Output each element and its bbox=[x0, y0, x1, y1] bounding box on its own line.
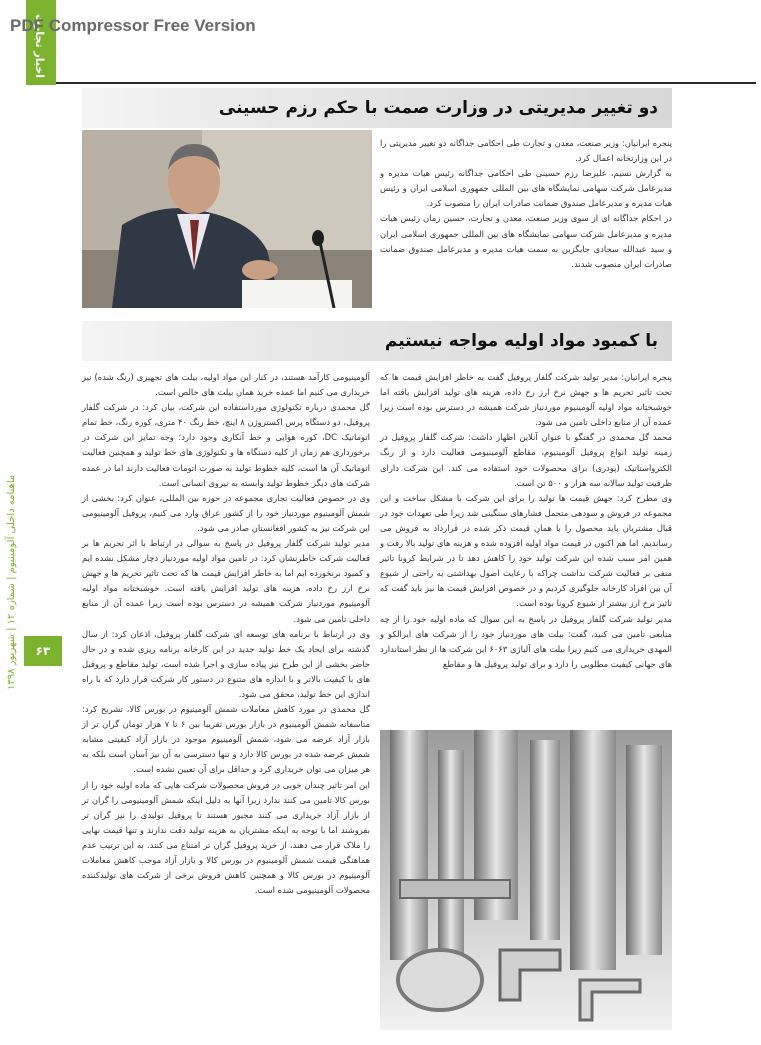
aluminium-profiles-photo bbox=[380, 730, 672, 1030]
article2-paragraph: مدیر تولید شرکت گلفار پروفیل در پاسخ به سوالی در ارتباط با اثر تحریم ها بر فعالیت شرکت خاطرنشان کرد: در تامین مواد اولیه موردنیاز دچار مشکل نشده ایم و کمبود برنخورده ایم اما به خاطر افزایش قیمت ها که تحت تاثیر تحریم ها و جهش نرخ ارز رخ داده، هزینه های تولید افزایش یافته است. خوشبختانه مواد اولیه آلومینیوم موردنیاز شرکت همیشه در دسترس بوده است زیرا عمده آن از منابع داخلی تامین می شود. bbox=[82, 538, 370, 624]
article2-paragraph: آلومینیومی کارآمد هستند، در کنار این مواد اولیه، بیلت های تجهیزی (رنگ شده) نیز خریداری می کنیم اما عمده خرید همان بیلت های خالص است. bbox=[82, 372, 370, 398]
article1-paragraph: به گزارش نسیم، علیرضا رزم حسینی طی احکامی جداگانه رئیس هیات مدیره و مدیرعامل شرکت سهامی نمایشگاه های بین المللی جمهوری اسلامی ایران و رئیس هیات مدیره و مدیرعامل صندوق ضمانت صادرات ایران را منصوب کرد. bbox=[380, 168, 672, 209]
article2-paragraph: این امر تاثیر چندان خوبی در فروش محصولات شرکت هایی که ماده اولیه خود را از بورس کالا تامین می کنند ندارد زیرا آنها به دلیل اینکه شمش آلومینیومی را گران تر از بازار آزاد خریداری می کنند مجبور هستند تا پروفیل تولیدی را نیز گران تر بفروشند اما با توجه به اینکه مشتریان به هزینه تولید دقت ندارند و تنها قیمت نهایی را ملاک قرار می دهند، از خرید پروفیل گران تر امتناع می کنند. به این ترتیب عدم هماهنگی قیمت شمش آلومینیوم در بورس کالا و بازار آزاد موجب کاهش معاملات آلومینیوم در بورس کالا و همچنین کاهش فروش برخی از شرکت های تولیدکننده محصولات آلومینیومی شده است. bbox=[82, 779, 370, 896]
article2-paragraph: وی در ارتباط با برنامه های توسعه ای شرکت گلفار پروفیل، اذعان کرد: از سال گذشته برای ایجاد یک خط تولید جدید در این کارخانه برنامه ریزی شده و در حال حاضر بخشی از این طرح نیز پیاده سازی و اجرا شده است، تولید مقاطع و پروفیل های با کیفیت بالاتر و با اندازه های متنوع در دستور کار شرکت قرار دارد که با راه اندازی این خط تولید، محقق می شود. bbox=[82, 628, 370, 699]
article2-paragraph: گل محمدی درباره تکنولوژی مورداستفاده این شرکت، بیان کرد: در شرکت گلفار پروفیل، دو دستگاه پرس اکستروژن ۸ اینچ، خط رنگ ۴۰ متری، کوره رنگ، خط تمام اتوماتیک DC، کوره هوایی و خط آنکاری وجود دارد؛ وجه تمایز این شرکت در برخورداری هم زمان از کلیه دستگاه ها و تکنولوژی های خط تولید و همچنین فعالیت اتوماتیک آن ها است، کلیه خطوط تولید به صورت اتومات فعالیت دارند اما در عمده شرکت های دیگر خطوط تولید وابسته به نیروی انسانی است. bbox=[82, 402, 370, 488]
article1-paragraph: در احکام جداگانه ای از سوی وزیر صنعت، معدن و تجارت، حسین زمان رئیس هیات مدیره و مدیرعامل شرکت سهامی نمایشگاه های بین المللی جمهوری اسلامی ایران و سید عبدالله سجادی جایگزین به سمت هیات مدیره و مدیرعامل صندوق ضمانت صادرات ایران منصوب شدند. bbox=[380, 213, 672, 269]
side-running-label: ماهنامه داخلی آلومینیوم | شماره ۱۲ | شهریور ۱۳۹۸ bbox=[6, 474, 17, 690]
section-tab bbox=[26, 0, 56, 85]
watermark-text: PDF Compressor Free Version bbox=[10, 16, 256, 35]
article2-paragraph: پنجره ایرانیان: مدیر تولید شرکت گلفار پروفیل گفت به خاطر افزایش قیمت ها که تحت تاثیر تحریم ها و جهش نرخ ارز رخ داده، هزینه های تولید افزایش یافته اما خوشبختانه مواد اولیه آلومینیوم موردنیاز شرکت همیشه در دسترس بوده است زیرا عمده آن از منابع داخلی تامین می شود. bbox=[380, 372, 672, 428]
article1-headline: دو تغییر مدیریتی در وزارت صمت با حکم رزم حسینی bbox=[218, 98, 658, 118]
article2-left-column bbox=[82, 370, 370, 898]
article2-paragraph: وی مطرح کرد: جهش قیمت ها تولید را برای این شرکت با مشکل ساخت و این مجموعه در فروش و سودهی متحمل فشارهای سنگینی شد زیرا طی تعهدات خود در قبال مشتریان باید محصول را با همان قیمت ذکر شده در قرارداد به فروش می رساندیم. اما هم اکنون در قیمت مواد اولیه افزوده شده و هزینه های تولید بالا رفت و همین امر سبب شده این شرکت تولید خود را کاهش دهد تا در شرایط کرونا تاثیر منفی بر فعالیت شرکت نداشت چراکه با رعایت اصول بهداشتی به راحتی از شیوع آن بین افراد کارخانه جلوگیری کردیم و در خصوص افزایش قیمت ها نیز باید گفت که تاثیر نرخ ارز بیشتر از شیوع کرونا بوده است. bbox=[380, 492, 672, 609]
article1-body bbox=[380, 136, 672, 272]
article1-headline-bar bbox=[82, 88, 672, 128]
top-rule bbox=[56, 82, 756, 84]
article2-paragraph: مدیر تولید شرکت گلفار پروفیل در پاسخ به این سوال که ماده اولیه خود را از چه منابعی تامین می کنید، گفت: بیلت های موردنیاز خود را از شرکت های ایرالکو و المهدی خریداری می کنیم زیرا بیلت های آلیاژی ۶۰۶۳ این شرکت ها از نظر استاندارد های جهانی کیفیت مطلوبی را دارد و برای تولید پروفیل ها و مقاطع bbox=[380, 613, 672, 669]
article2-right-column bbox=[380, 370, 672, 672]
article2-paragraph: گل محمدی در مورد کاهش معاملات شمش آلومینیوم در بورس کالا، تشریح کرد: متاسفانه شمش آلومینیوم در بازار بورس تقریبا بین ۶ تا ۷ هزار تومان گران تر از بازار آزاد عرضه می شود، شمش آلومینیوم موجود در بازار آزاد کیفیتی مشابه شمش عرضه شده در بورس کالا دارد و تنها دسترسی به آن نیز آسان است بلکه به هر میزان می توان خریداری کرد و حداقل برای آن تعیین نشده است. bbox=[82, 704, 370, 775]
article2-headline-bar bbox=[82, 321, 672, 361]
article2-paragraph: وی در خصوص فعالیت تجاری مجموعه در حوزه بین المللی، عنوان کرد: بخشی از شمش آلومینیوم موردنیاز خود را از کشور عراق وارد می کنیم، پروفیل آلومینیومی این شرکت نیز به کشور افغانستان صادر می شود. bbox=[82, 492, 370, 533]
article2-headline: با کمبود مواد اولیه مواجه نیستیم bbox=[384, 331, 658, 351]
article1-paragraph: پنجره ایرانیان: وزیر صنعت، معدن و تجارت طی احکامی جداگانه دو تغییر مدیریتی را در این وزارتخانه اعمال کرد. bbox=[380, 138, 672, 164]
article2-paragraph: محمد گل محمدی در گفتگو با عنوان آنلاین اظهار داشت: شرکت گلفار پروفیل در زمینه تولید انواع پروفیل آلومینیوم، مقاطع آلومینیومی فعالیت دارد و از رنگ الکترواستاتیک (پودری) برای محصولات خود استفاده می کند. این شرکت دارای ظرفیت تولید سالانه سه هزار و ۵۰۰ تن است. bbox=[380, 432, 672, 488]
section-tab-label: اخبار تجارت bbox=[33, 14, 46, 79]
page-number: ۶۳ bbox=[24, 636, 62, 666]
minister-photo bbox=[82, 130, 372, 308]
